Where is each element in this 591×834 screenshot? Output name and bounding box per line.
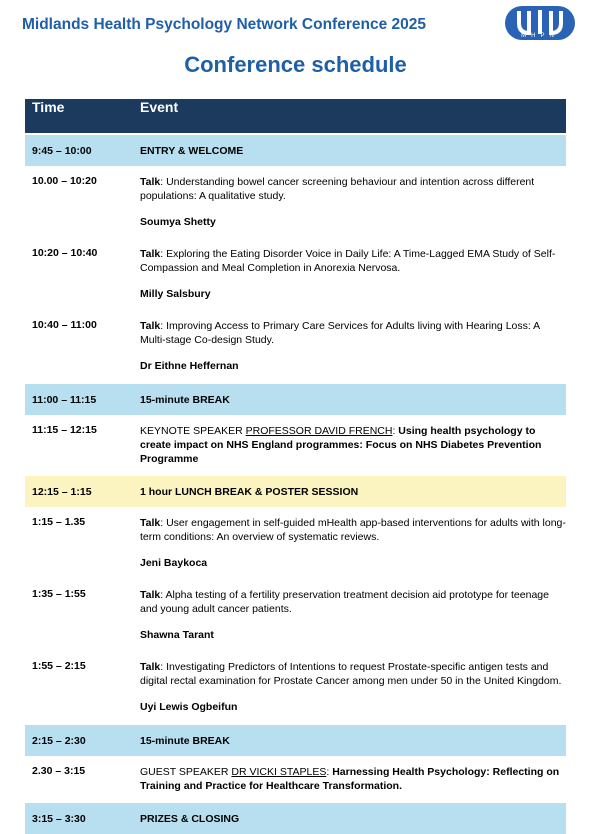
talk-label: Talk	[140, 517, 161, 529]
schedule-table	[25, 99, 566, 834]
keynote-speaker-name: PROFESSOR DAVID FRENCH	[245, 425, 393, 437]
talk-title: : Improving Access to Primary Care Services for Adults living with Hearing Loss: A Multi-stage Co-design Study.	[140, 320, 540, 346]
speaker-name: Uyi Lewis Ogbeifun	[140, 701, 238, 713]
time-cell: 11:00 – 11:15	[25, 383, 135, 415]
time-cell: 1:35 – 1:55	[32, 588, 86, 600]
talk-description	[140, 319, 566, 347]
keynote-prefix: KEYNOTE SPEAKER	[140, 425, 246, 437]
time-cell: 12:15 – 1:15	[25, 475, 135, 507]
event-cell: 1 hour LUNCH BREAK & POSTER SESSION	[135, 475, 566, 507]
guest-speaker-name: DR VICKI STAPLES	[231, 766, 327, 778]
column-header-time: Time	[25, 99, 135, 134]
speaker-name: Soumya Shetty	[140, 216, 216, 228]
time-cell: 1:55 – 2:15	[32, 660, 86, 672]
event-cell	[135, 415, 566, 475]
time-cell: 3:15 – 3:30	[25, 802, 135, 834]
column-header-event: Event	[135, 99, 566, 134]
talk-title: : Investigating Predictors of Intentions to request Prostate-specific antigen tests and digital rectal examination for Prostate Cancer among men under 50 in the United Kingdom.	[140, 661, 562, 687]
talk-label: Talk	[140, 589, 161, 601]
table-row	[25, 383, 566, 415]
event-cell: PRIZES & CLOSING	[135, 802, 566, 834]
talk-title: : Understanding bowel cancer screening behaviour and intention across different populations: A qualitative study.	[140, 176, 535, 202]
event-cell	[135, 756, 566, 802]
event-cell	[135, 507, 566, 579]
speaker-name: Milly Salsbury	[140, 288, 211, 300]
event-cell: 15-minute BREAK	[135, 724, 566, 756]
event-cell: ENTRY & WELCOME	[135, 134, 566, 166]
talk-label: Talk	[140, 176, 161, 188]
talk-label: Talk	[140, 661, 161, 673]
event-cell	[135, 166, 566, 238]
event-cell	[135, 310, 566, 383]
time-cell: 10.00 – 10:20	[32, 175, 97, 187]
table-row	[25, 507, 566, 579]
table-row	[25, 310, 566, 383]
talk-description	[140, 660, 566, 688]
talk-label: Talk	[140, 248, 161, 260]
table-row	[25, 166, 566, 238]
keynote-title: Using health psychology to create impact on NHS England programmes: Focus on NHS Diabetes Prevention Programme	[140, 425, 542, 465]
event-cell: 15-minute BREAK	[135, 383, 566, 415]
table-row	[25, 134, 566, 166]
speaker-name: Dr Eithne Heffernan	[140, 360, 239, 372]
mhpn-logo	[505, 6, 575, 44]
talk-title: : Alpha testing of a fertility preservation treatment decision aid prototype for teenage and young adult cancer patients.	[140, 589, 549, 615]
table-row	[25, 756, 566, 802]
table-row	[25, 238, 566, 310]
keynote-description	[140, 424, 566, 466]
talk-description	[140, 175, 566, 203]
table-header-row	[25, 99, 566, 134]
table-row	[25, 802, 566, 834]
guest-prefix: GUEST SPEAKER	[140, 766, 232, 778]
table-row	[25, 415, 566, 475]
time-cell: 2:15 – 2:30	[25, 724, 135, 756]
event-cell	[135, 238, 566, 310]
time-cell: 2.30 – 3:15	[32, 765, 86, 777]
speaker-name: Jeni Baykoca	[140, 557, 208, 569]
table-row	[25, 475, 566, 507]
conference-title: Midlands Health Psychology Network Conference 2025	[22, 16, 426, 33]
table-row	[25, 724, 566, 756]
time-cell: 1:15 – 1.35	[32, 516, 86, 528]
time-cell: 10:20 – 10:40	[32, 247, 98, 259]
event-cell	[135, 651, 566, 724]
time-cell: 9:45 – 10:00	[25, 134, 135, 166]
speaker-name: Shawna Tarant	[140, 629, 214, 641]
talk-label: Talk	[140, 320, 161, 332]
time-cell: 10:40 – 11:00	[32, 319, 97, 331]
logo-letters: MHPN	[521, 33, 559, 39]
talk-title: : User engagement in self-guided mHealth app-based interventions for adults with long-term conditions: An overview of systematic reviews.	[140, 517, 566, 543]
talk-description	[140, 516, 566, 544]
talk-description	[140, 588, 566, 616]
guest-colon: :	[326, 766, 333, 778]
time-cell: 11:15 – 12:15	[32, 424, 97, 436]
table-row	[25, 651, 566, 724]
event-cell	[135, 579, 566, 651]
talk-description	[140, 247, 566, 275]
keynote-colon: :	[392, 425, 399, 437]
table-row	[25, 579, 566, 651]
page-title: Conference schedule	[184, 52, 407, 77]
guest-title: Harnessing Health Psychology: Reflecting on Training and Practice for Healthcare Transformation.	[140, 766, 560, 792]
talk-title: : Exploring the Eating Disorder Voice in Daily Life: A Time-Lagged EMA Study of Self-Compassion and Meal Completion in Anorexia Nervosa.	[140, 248, 556, 274]
